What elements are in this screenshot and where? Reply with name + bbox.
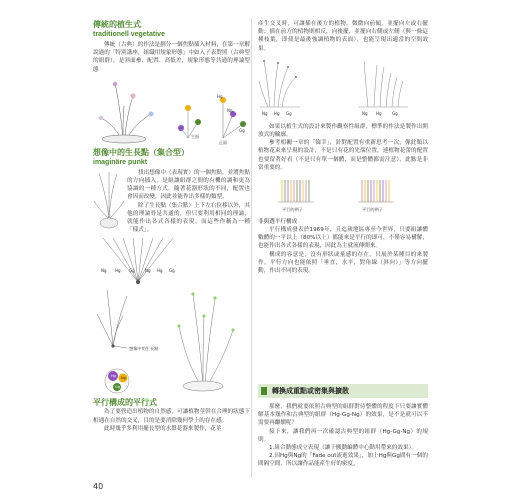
fig5-caption-left: 平行的例子 <box>282 207 303 213</box>
paragraph-right-top: 產生交叉時，可讓插在後方的植物，微微向前傾，並擺向左或右擺動；插在前方的植物則相反，向後擺，並擺向右側或左側（與一條這種枝葉，即使是最後強調植物的表面），也能呈現出適當的空間效果。 <box>258 21 428 52</box>
section-subtitle-traditional: traditionell vegetative <box>93 31 165 38</box>
fig4-label-gg-2: Gg <box>392 110 398 116</box>
fig3-label-ng: Ng <box>121 376 126 381</box>
paragraph-right-4: 構成的容意是，沒有形狀或量感的存在，只展於某種目的來製作，平行方向也能依照「垂直，水平，對角線（斜向）」等方向擺動，作出不同的表現。 <box>258 251 428 275</box>
figure-parallel-arrangements <box>258 57 428 119</box>
fig4-label-ng: Ng <box>262 110 268 116</box>
page-number: 40 <box>93 482 104 491</box>
fig1-label-ng: Ng <box>227 107 233 113</box>
fig3-caption: 想像中的生長點 <box>129 346 159 352</box>
section-heading-text: 轉換成重點或密集與擴散 <box>272 387 349 395</box>
paragraph-right-6: 接下來，讓我們再一次確認古典型的組群（Hg-Gg-Ng）的規則。 <box>258 428 428 443</box>
fig2-label-gg-2: Gg <box>169 268 175 274</box>
right-column <box>258 20 428 275</box>
figure-fan-lines <box>93 236 183 286</box>
fig2-label-ng: Ng <box>101 268 107 274</box>
fig1-label-2: 正面 <box>219 139 227 145</box>
fig5-caption-right: 平行的例子 <box>362 207 383 213</box>
fig4-label-hg: Hg <box>274 110 280 116</box>
paragraph-right-1: 如果以植生式的設計來製作觀察性組群，標準的作法是製作出開放式的輪廓。 <box>258 123 428 139</box>
fig4-label-ng-2: Ng <box>362 110 368 116</box>
section-title-traditional: 傳統的植生式 <box>93 20 141 29</box>
section-title-imaginary-point: 想像中的生長點（集合型） <box>93 147 189 157</box>
paragraph-parallel-1: 為了要營造出植物的自然感，可讓植物莖幹在合理的狀態下相遇在自然的交叉，目的是要消除幾何學上的存在感。 <box>93 409 250 424</box>
fig1-label-gg: Gg <box>239 127 245 133</box>
paragraph-right-3: 平行構成發表於1969年，且迄歲地區專至今世界，只要組讓體數體的一平以上（80%以上）都能來是平行的即可，不僅容易構解，也能作出各式各樣的表現，因此為主就流傳開來。 <box>258 227 428 250</box>
figure-growth-point-arrangement <box>93 286 250 396</box>
fig2-label-hg-2: Hg <box>157 268 163 274</box>
fig4-label-gg: Gg <box>286 110 292 116</box>
fig1-label-1: 主面 <box>191 133 199 139</box>
paragraph-imaginary-point-2: 除了生長點（集合點）上下左右位移以外，其他的理論骨是共通的，但只要利用相同的理論，就能作出各式各樣的表現，而這些作稱為一種「樣式」。 <box>127 202 250 234</box>
section-subtitle-imaginary-point: imaginäre punkt <box>93 158 148 166</box>
fig3-label-hg: Hg <box>111 374 116 379</box>
fig3-label-gg: Gg <box>115 385 120 390</box>
small-heading-parallel: 非與選平行構成 <box>258 219 298 226</box>
paragraph-right-2: 參考相關一章的「篩幸」，針對配置有重新思考一次，像此類以植物花束來呈現的設計，不是只有花的先端位置，連植物花蕾的配置也要留著好看（不是只有單一個體，而是整體都需注意），此點是非常重要的。 <box>258 140 428 171</box>
fig2-label-gg: Gg <box>129 268 135 274</box>
paragraph-parallel-2: 此時幾乎多利用擺長型的水盤花器來製作，花莖 <box>104 425 222 432</box>
paragraph-imaginary-point-1: 找出想像中（表現實）的一個焦點，並將焦點的方向插入，是組讓組群之間的有機的調和更為協調的一種方式，隨著花器形狀的不同，配置也會因而改變，因此並能作出多樣的類型。 <box>127 169 250 201</box>
fig2-label-ng-2: Ng <box>145 268 151 274</box>
heading-marker <box>261 387 267 395</box>
fig4-label-hg-2: Hg <box>376 110 382 116</box>
figure-parallel-examples <box>258 176 428 216</box>
paragraph-right-7: 1.組合動態成立表現（讓于搬動編體中心動用帶來的效果）。 <box>269 445 417 452</box>
fig2-label-hg: Hg <box>115 268 121 274</box>
section-title-parallel: 平行構成的平行式 <box>93 398 157 408</box>
figure-traditional-arrangement <box>93 78 250 146</box>
fig1-label-hg: Hg <box>217 93 223 99</box>
paragraph-right-5: 那麼，我們就要依照古典型的組群對待整體的程度下只要讓實體解基本幾作和古典型的組群（Hg-Gg-Ng）的效果，是不是就可以不需要再繼續呢？ <box>258 404 428 427</box>
column-divider <box>251 18 252 478</box>
right-bottom-block <box>258 403 428 469</box>
left-column <box>93 20 250 433</box>
paragraph-traditional: 傳統（古典）的作法是劃分一個焦點插入材料，在第一章解說過的「特別講座，組織用規象形態」中如入子表對照（古典型的組群），是斜面參、配置、高低差，規象形態等共通的理論型態 <box>93 42 250 73</box>
section-heading-box <box>258 384 428 398</box>
figure-vase-sketch <box>93 171 125 231</box>
paragraph-right-8: 2.因Hg與Ng的「Fade out流逝效果」，加上Hg與Gg間有一個的間隔空間，所以讓作品能產生好的密度， <box>258 453 428 468</box>
